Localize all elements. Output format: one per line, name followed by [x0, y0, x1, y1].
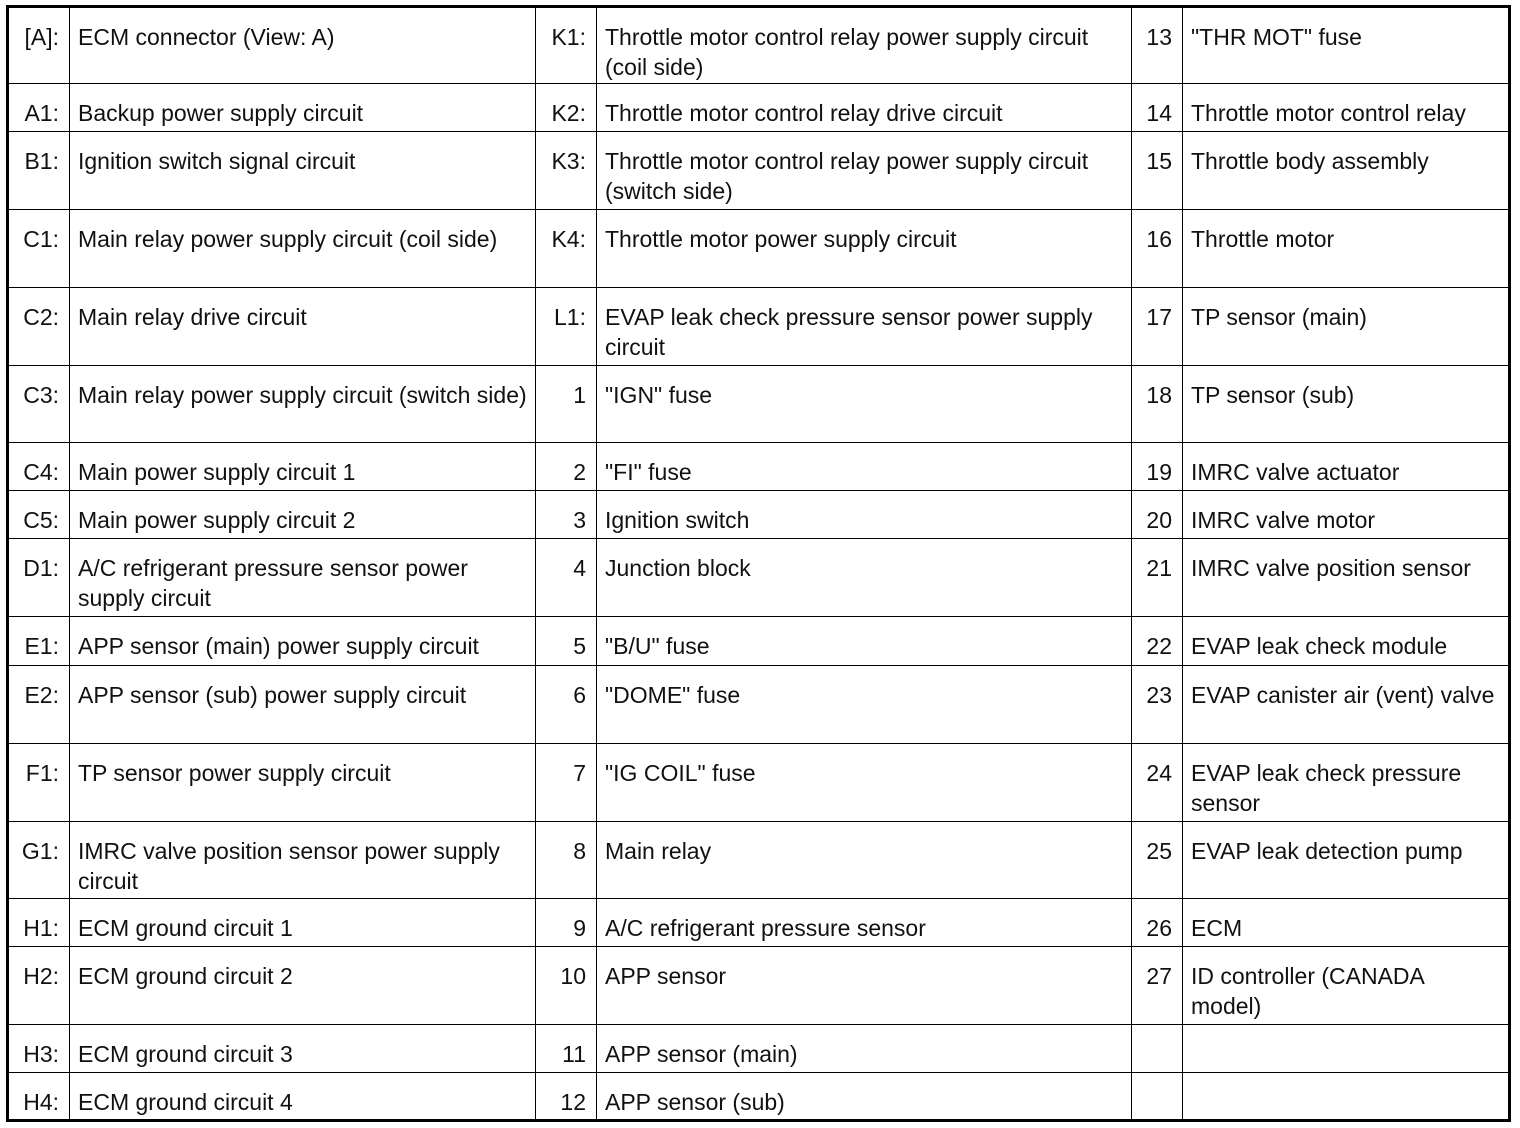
- table-row: [8, 1024, 1510, 1072]
- legend-description: Throttle motor control relay: [1183, 84, 1510, 132]
- legend-code: H4:: [8, 1072, 70, 1120]
- legend-description: EVAP canister air (vent) valve: [1183, 665, 1510, 743]
- legend-description: Backup power supply circuit: [70, 84, 536, 132]
- legend-code: 19: [1132, 443, 1183, 491]
- legend-code: L1:: [536, 288, 597, 366]
- legend-code: [1132, 1072, 1183, 1120]
- legend-description: Ignition switch: [597, 491, 1132, 539]
- legend-code: K4:: [536, 210, 597, 288]
- legend-description: ECM ground circuit 4: [70, 1072, 536, 1120]
- legend-code: E2:: [8, 665, 70, 743]
- legend-description: Main relay drive circuit: [70, 288, 536, 366]
- legend-description: Ignition switch signal circuit: [70, 132, 536, 210]
- legend-code: 15: [1132, 132, 1183, 210]
- legend-table-body: [8, 7, 1510, 1121]
- legend-description: APP sensor (sub): [597, 1072, 1132, 1120]
- legend-code: 4: [536, 539, 597, 617]
- legend-code: D1:: [8, 539, 70, 617]
- legend-description: EVAP leak check module: [1183, 617, 1510, 665]
- legend-description: [1183, 1072, 1510, 1120]
- legend-description: IMRC valve motor: [1183, 491, 1510, 539]
- legend-description: A/C refrigerant pressure sensor power supply circuit: [70, 539, 536, 617]
- legend-description: A/C refrigerant pressure sensor: [597, 898, 1132, 946]
- legend-code: 23: [1132, 665, 1183, 743]
- legend-description: Throttle motor power supply circuit: [597, 210, 1132, 288]
- table-row: [8, 946, 1510, 1024]
- legend-description: EVAP leak check pressure sensor power supply circuit: [597, 288, 1132, 366]
- table-row: [8, 898, 1510, 946]
- legend-code: 18: [1132, 366, 1183, 443]
- legend-code: C3:: [8, 366, 70, 443]
- table-row: [8, 7, 1510, 84]
- legend-code: 21: [1132, 539, 1183, 617]
- legend-code: 14: [1132, 84, 1183, 132]
- legend-code: 16: [1132, 210, 1183, 288]
- legend-description: Throttle body assembly: [1183, 132, 1510, 210]
- legend-description: ID controller (CANADA model): [1183, 946, 1510, 1024]
- legend-description: APP sensor (sub) power supply circuit: [70, 665, 536, 743]
- table-row: [8, 617, 1510, 665]
- legend-code: 22: [1132, 617, 1183, 665]
- table-row: [8, 84, 1510, 132]
- legend-description: TP sensor power supply circuit: [70, 743, 536, 821]
- table-row: [8, 491, 1510, 539]
- legend-description: Throttle motor: [1183, 210, 1510, 288]
- legend-description: "DOME" fuse: [597, 665, 1132, 743]
- legend-code: F1:: [8, 743, 70, 821]
- legend-code: G1:: [8, 821, 70, 898]
- table-row: [8, 539, 1510, 617]
- legend-code: 17: [1132, 288, 1183, 366]
- legend-description: Main relay power supply circuit (coil side): [70, 210, 536, 288]
- legend-code: 12: [536, 1072, 597, 1120]
- legend-description: "FI" fuse: [597, 443, 1132, 491]
- legend-code: [A]:: [8, 7, 70, 84]
- legend-description: EVAP leak check pressure sensor: [1183, 743, 1510, 821]
- legend-description: Main relay: [597, 821, 1132, 898]
- legend-description: Throttle motor control relay drive circuit: [597, 84, 1132, 132]
- legend-description: "IGN" fuse: [597, 366, 1132, 443]
- legend-code: 2: [536, 443, 597, 491]
- table-row: [8, 288, 1510, 366]
- legend-code: 1: [536, 366, 597, 443]
- legend-description: "THR MOT" fuse: [1183, 7, 1510, 84]
- legend-code: 7: [536, 743, 597, 821]
- legend-code: 26: [1132, 898, 1183, 946]
- legend-code: B1:: [8, 132, 70, 210]
- legend-code: H3:: [8, 1024, 70, 1072]
- legend-code: 8: [536, 821, 597, 898]
- table-row: [8, 743, 1510, 821]
- table-row: [8, 821, 1510, 898]
- legend-code: [1132, 1024, 1183, 1072]
- table-row: [8, 366, 1510, 443]
- table-row: [8, 665, 1510, 743]
- legend-code: E1:: [8, 617, 70, 665]
- legend-code: K1:: [536, 7, 597, 84]
- legend-description: Throttle motor control relay power supply circuit (switch side): [597, 132, 1132, 210]
- legend-description: EVAP leak detection pump: [1183, 821, 1510, 898]
- legend-code: K3:: [536, 132, 597, 210]
- legend-description: IMRC valve position sensor power supply circuit: [70, 821, 536, 898]
- legend-code: C5:: [8, 491, 70, 539]
- legend-code: 13: [1132, 7, 1183, 84]
- legend-code: 11: [536, 1024, 597, 1072]
- legend-description: Main power supply circuit 2: [70, 491, 536, 539]
- legend-description: Throttle motor control relay power supply circuit (coil side): [597, 7, 1132, 84]
- legend-description: IMRC valve actuator: [1183, 443, 1510, 491]
- legend-code: 6: [536, 665, 597, 743]
- legend-description: TP sensor (sub): [1183, 366, 1510, 443]
- legend-code: H1:: [8, 898, 70, 946]
- legend-code: C2:: [8, 288, 70, 366]
- legend-description: "B/U" fuse: [597, 617, 1132, 665]
- legend-description: TP sensor (main): [1183, 288, 1510, 366]
- legend-description: ECM ground circuit 1: [70, 898, 536, 946]
- legend-description: ECM: [1183, 898, 1510, 946]
- legend-code: 5: [536, 617, 597, 665]
- legend-code: A1:: [8, 84, 70, 132]
- legend-table: [6, 5, 1511, 1122]
- legend-code: 27: [1132, 946, 1183, 1024]
- table-row: [8, 1072, 1510, 1120]
- legend-description: "IG COIL" fuse: [597, 743, 1132, 821]
- legend-code: 10: [536, 946, 597, 1024]
- legend-description: Junction block: [597, 539, 1132, 617]
- legend-description: ECM ground circuit 2: [70, 946, 536, 1024]
- legend-code: H2:: [8, 946, 70, 1024]
- legend-description: APP sensor: [597, 946, 1132, 1024]
- legend-description: Main relay power supply circuit (switch side): [70, 366, 536, 443]
- table-row: [8, 443, 1510, 491]
- legend-description: APP sensor (main): [597, 1024, 1132, 1072]
- legend-description: [1183, 1024, 1510, 1072]
- legend-code: 3: [536, 491, 597, 539]
- table-row: [8, 210, 1510, 288]
- legend-code: 25: [1132, 821, 1183, 898]
- legend-code: 20: [1132, 491, 1183, 539]
- legend-description: APP sensor (main) power supply circuit: [70, 617, 536, 665]
- legend-code: C1:: [8, 210, 70, 288]
- legend-description: IMRC valve position sensor: [1183, 539, 1510, 617]
- legend-code: K2:: [536, 84, 597, 132]
- table-row: [8, 132, 1510, 210]
- legend-code: 24: [1132, 743, 1183, 821]
- legend-code: C4:: [8, 443, 70, 491]
- legend-description: Main power supply circuit 1: [70, 443, 536, 491]
- legend-description: ECM connector (View: A): [70, 7, 536, 84]
- legend-code: 9: [536, 898, 597, 946]
- legend-description: ECM ground circuit 3: [70, 1024, 536, 1072]
